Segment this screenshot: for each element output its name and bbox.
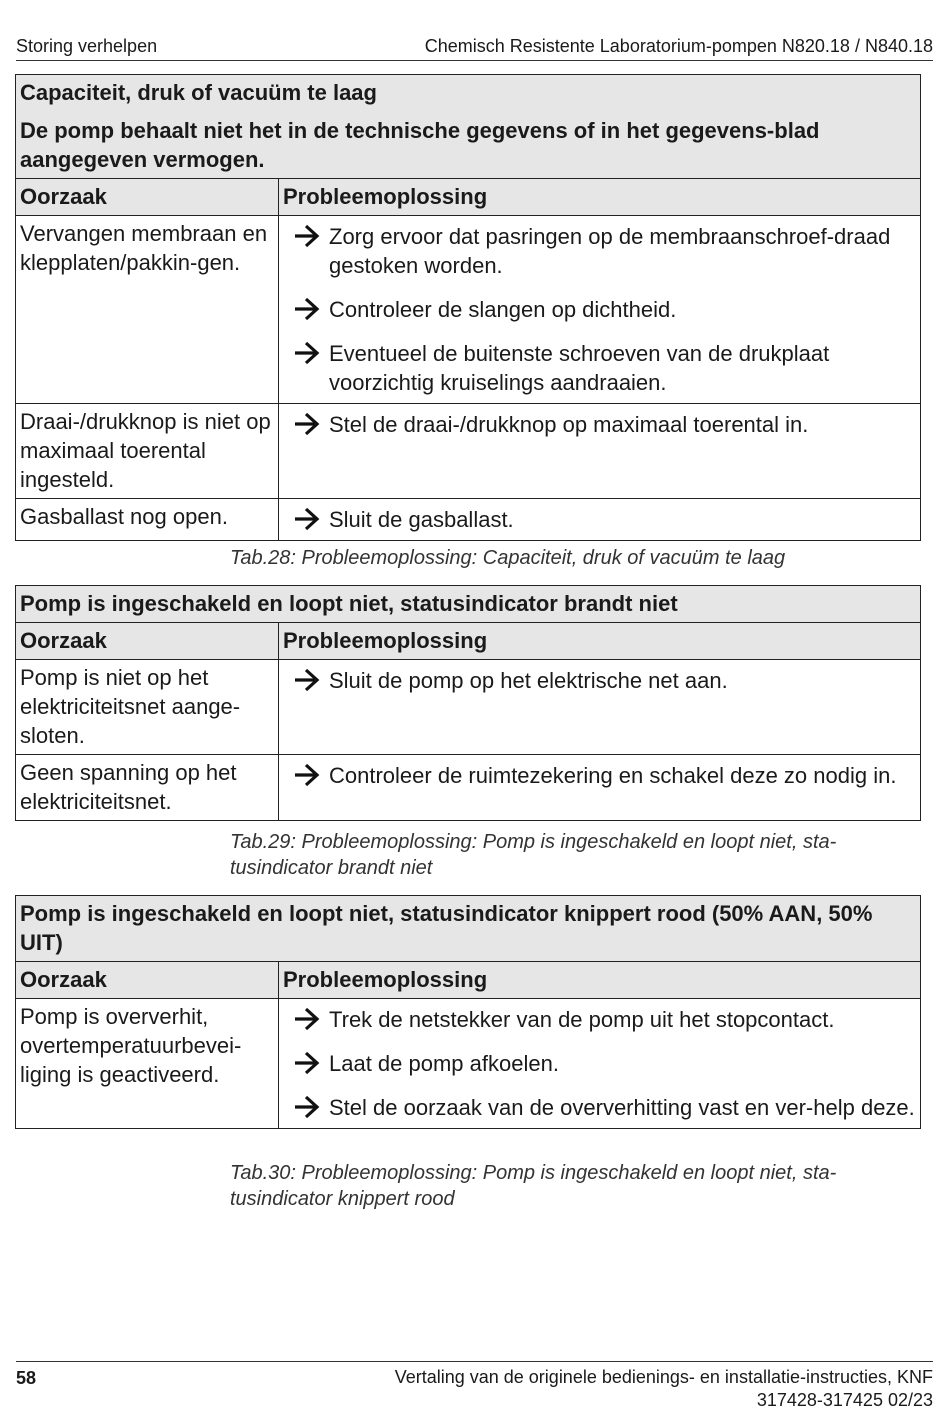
- cause-cell: Pomp is oververhit, overtemperatuurbevei-liging is geactiveerd.: [16, 999, 279, 1129]
- solution-cell: [279, 216, 921, 404]
- solution-item: Trek de netstekker van de pomp uit het stopcontact.: [293, 1005, 916, 1034]
- table-row: [16, 999, 921, 1129]
- column-header-cause: Oorzaak: [16, 623, 279, 660]
- solution-item: Zorg ervoor dat pasringen op de membraanschroef-draad gestoken worden.: [293, 222, 916, 280]
- table-caption: Tab.30: Probleemoplossing: Pomp is ingeschakeld en loopt niet, sta-tusindicator knippert rood: [230, 1162, 837, 1210]
- arrow-right-icon: [293, 411, 321, 437]
- arrow-right-icon: [293, 506, 321, 532]
- page-header: [16, 36, 933, 61]
- arrow-right-icon: [293, 296, 321, 322]
- cause-cell: Pomp is niet op het elektriciteitsnet aange-sloten.: [16, 660, 279, 755]
- table-title: Capaciteit, druk of vacuüm te laag: [20, 80, 377, 105]
- solution-cell: [279, 755, 921, 821]
- troubleshooting-table-29: [15, 585, 921, 821]
- column-header-solution: Probleemoplossing: [279, 179, 921, 216]
- table-title-cell: [16, 896, 921, 962]
- table-title: Pomp is ingeschakeld en loopt niet, statusindicator knippert rood (50% AAN, 50% UIT): [20, 901, 873, 955]
- arrow-right-icon: [293, 667, 321, 693]
- cause-cell: Gasballast nog open.: [16, 499, 279, 541]
- table-caption: Tab.28: Probleemoplossing: Capaciteit, druk of vacuüm te laag: [230, 547, 786, 569]
- solution-item: Laat de pomp afkoelen.: [293, 1049, 916, 1078]
- arrow-right-icon: [293, 1006, 321, 1032]
- table-caption: Tab.29: Probleemoplossing: Pomp is ingeschakeld en loopt niet, sta-tusindicator brandt niet: [230, 831, 837, 879]
- arrow-right-icon: [293, 1050, 321, 1076]
- solution-item: Controleer de ruimtezekering en schakel deze zo nodig in.: [293, 761, 916, 790]
- arrow-right-icon: [293, 1094, 321, 1120]
- solution-cell: [279, 660, 921, 755]
- solution-item: Stel de draai-/drukknop op maximaal toerental in.: [293, 410, 916, 439]
- table-title-cell: [16, 75, 921, 179]
- arrow-right-icon: [293, 223, 321, 249]
- cause-cell: Geen spanning op het elektriciteitsnet.: [16, 755, 279, 821]
- table-title-cell: [16, 586, 921, 623]
- column-header-cause: Oorzaak: [16, 179, 279, 216]
- troubleshooting-table-28: [15, 74, 921, 541]
- column-header-solution: Probleemoplossing: [279, 962, 921, 999]
- page-number: 58: [16, 1368, 37, 1388]
- solution-item: Sluit de gasballast.: [293, 505, 916, 534]
- arrow-right-icon: [293, 762, 321, 788]
- page-footer: [16, 1361, 933, 1412]
- solution-cell: [279, 999, 921, 1129]
- table-row: [16, 499, 921, 541]
- header-section: Storing verhelpen: [16, 36, 158, 56]
- table-title: Pomp is ingeschakeld en loopt niet, statusindicator brandt niet: [20, 591, 678, 616]
- table-subtitle: De pomp behaalt niet het in de technische gegevens of in het gegevens-blad aangegeven vermogen.: [20, 118, 820, 172]
- footer-text: [395, 1366, 933, 1412]
- cause-cell: Draai-/drukknop is niet op maximaal toerental ingesteld.: [16, 404, 279, 499]
- table-row: [16, 660, 921, 755]
- header-product: Chemisch Resistente Laboratorium-pompen N820.18 / N840.18: [424, 36, 933, 56]
- solution-item: Sluit de pomp op het elektrische net aan.: [293, 666, 916, 695]
- solution-item: Controleer de slangen op dichtheid.: [293, 295, 916, 324]
- footer-line-2: 317428-317425 02/23: [756, 1390, 933, 1410]
- solution-item: Eventueel de buitenste schroeven van de drukplaat voorzichtig kruiselings aandraaien.: [293, 339, 916, 397]
- solution-cell: [279, 499, 921, 541]
- column-header-cause: Oorzaak: [16, 962, 279, 999]
- table-row: [16, 216, 921, 404]
- arrow-right-icon: [293, 340, 321, 366]
- footer-line-1: Vertaling van de originele bedienings- en installatie-instructies, KNF: [394, 1367, 933, 1387]
- solution-item: Stel de oorzaak van de oververhitting vast en ver-help deze.: [293, 1093, 916, 1122]
- solution-cell: [279, 404, 921, 499]
- cause-cell: Vervangen membraan en klepplaten/pakkin-gen.: [16, 216, 279, 404]
- table-row: [16, 404, 921, 499]
- column-header-solution: Probleemoplossing: [279, 623, 921, 660]
- troubleshooting-table-30: [15, 895, 921, 1129]
- table-row: [16, 755, 921, 821]
